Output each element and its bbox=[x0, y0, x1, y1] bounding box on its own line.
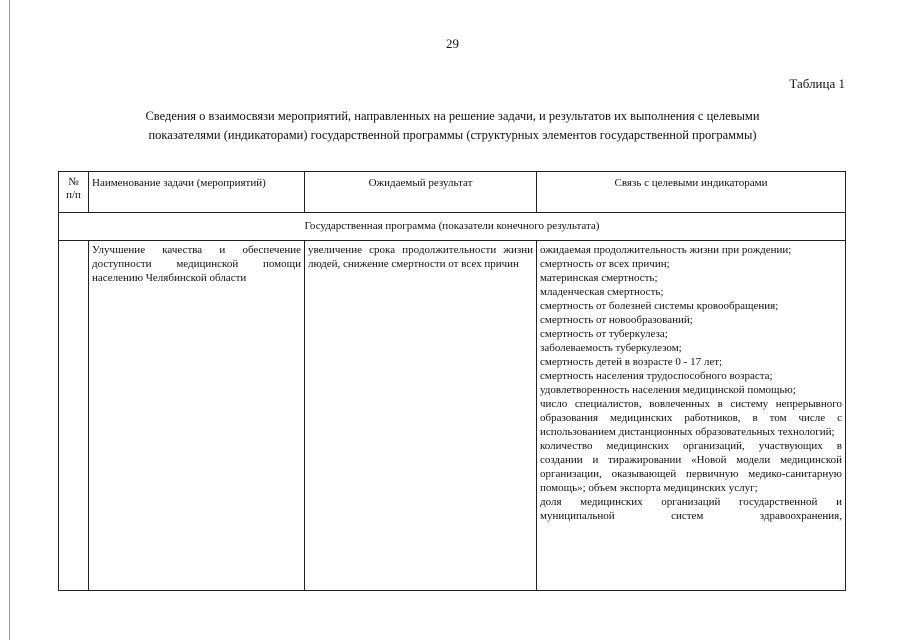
table-header-row bbox=[59, 172, 846, 213]
indicator-list-cell bbox=[537, 241, 846, 591]
indicator-item: смертность населения трудоспособного возраста; bbox=[540, 370, 773, 382]
indicator-item: удовлетворенность населения медицинской помощью; bbox=[540, 384, 796, 396]
indicator-item: заболеваемость туберкулезом; bbox=[540, 342, 682, 354]
indicators-table bbox=[58, 171, 846, 591]
page-number: 29 bbox=[446, 36, 459, 51]
title-line-1: Сведения о взаимосвязи мероприятий, направленных на решение задачи, и результатов их выполнения с целевыми bbox=[145, 109, 760, 123]
task-name: Улучшение качества и обеспечение доступности медицинской помощи населению Челябинской области bbox=[89, 241, 305, 591]
document-title bbox=[60, 107, 845, 145]
indicator-item: смертность от всех причин; bbox=[540, 258, 670, 270]
section-row bbox=[59, 213, 846, 241]
indicator-item: младенческая смертность; bbox=[540, 286, 664, 298]
page-edge-line bbox=[9, 0, 10, 640]
header-number: № п/п bbox=[59, 172, 89, 213]
row-number bbox=[59, 241, 89, 591]
indicator-item: число специалистов, вовлеченных в систему непрерывного образования медицинских работников, в том числе с использованием дистанционных образовательных технологий; bbox=[540, 398, 842, 438]
expected-result: увеличение срока продолжительности жизни людей, снижение смертности от всех причин bbox=[305, 241, 537, 591]
header-expected-result: Ожидаемый результат bbox=[305, 172, 537, 213]
title-line-2: показателями (индикаторами) государственной программы (структурных элементов государственной программы) bbox=[148, 128, 757, 142]
indicator-item: материнская смертность; bbox=[540, 272, 658, 284]
indicator-item: количество медицинских организаций, участвующих в создании и тиражировании «Новой модели медицинской организации, оказывающей первичную медико-санитарную помощь»; объем экспорта медицинских услуг; bbox=[540, 440, 842, 494]
indicator-item: ожидаемая продолжительность жизни при рождении; bbox=[540, 244, 792, 256]
indicator-item: смертность от новообразований; bbox=[540, 314, 693, 326]
table-row bbox=[59, 241, 846, 591]
indicator-list bbox=[540, 243, 842, 588]
indicator-item: смертность детей в возрасте 0 - 17 лет; bbox=[540, 356, 723, 368]
indicator-item: доля медицинских организаций государственной и муниципальной систем здравоохранения, bbox=[540, 496, 842, 522]
section-title: Государственная программа (показатели конечного результата) bbox=[59, 213, 846, 241]
header-task-name: Наименование задачи (мероприятий) bbox=[89, 172, 305, 213]
header-indicator-link: Связь с целевыми индикаторами bbox=[537, 172, 846, 213]
indicator-item: смертность от болезней системы кровообращения; bbox=[540, 300, 779, 312]
indicator-item: смертность от туберкулеза; bbox=[540, 328, 668, 340]
table-label: Таблица 1 bbox=[789, 76, 845, 91]
